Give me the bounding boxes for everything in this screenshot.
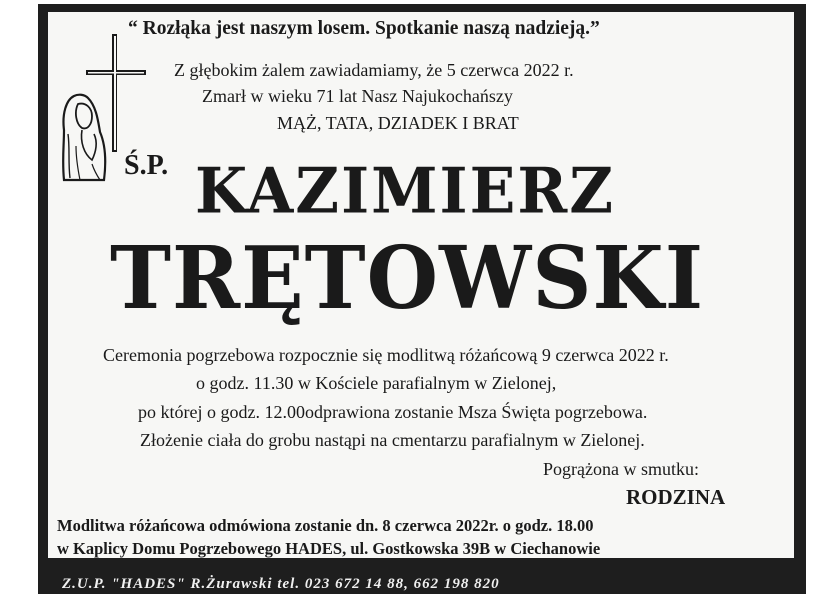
- ceremony-line-3: po której o godz. 12.00odprawiona zostanie Msza Święta pogrzebowa.: [138, 402, 648, 422]
- ceremony-line-4: Złożenie ciała do grobu nastąpi na cmentarzu parafialnym w Zielonej.: [140, 430, 645, 450]
- deceased-last-name: TRĘTOWSKI: [110, 228, 705, 329]
- announcement-line-3: MĄŻ, TATA, DZIADEK I BRAT: [277, 113, 519, 133]
- mourning-caption: Pogrążona w smutku:: [543, 459, 699, 479]
- family-signature: RODZINA: [626, 485, 726, 509]
- announcement-line-1: Z głębokim żalem zawiadamiamy, że 5 czerwca 2022 r.: [174, 60, 574, 80]
- ceremony-line-1: Ceremonia pogrzebowa rozpocznie się modlitwą różańcową 9 czerwca 2022 r.: [103, 345, 669, 365]
- funeral-home-contact: Z.U.P. "HADES" R.Żurawski tel. 023 672 14 88, 662 198 820: [56, 574, 796, 594]
- deceased-first-name: KAZIMIERZ: [195, 155, 616, 229]
- prayer-line-1: Modlitwa różańcowa odmówiona zostanie dn. 8 czerwca 2022r. o godz. 18.00: [57, 516, 594, 535]
- sp-prefix: Ś.P.: [124, 150, 169, 181]
- obituary-quote: “ Rozłąka jest naszym losem. Spotkanie naszą nadzieją.”: [128, 18, 600, 39]
- ceremony-line-2: o godz. 11.30 w Kościele parafialnym w Zielonej,: [196, 373, 557, 393]
- announcement-line-2: Zmarł w wieku 71 lat Nasz Najukochańszy: [202, 86, 513, 106]
- prayer-line-2: w Kaplicy Domu Pogrzebowego HADES, ul. Gostkowska 39B w Ciechanowie: [57, 539, 601, 558]
